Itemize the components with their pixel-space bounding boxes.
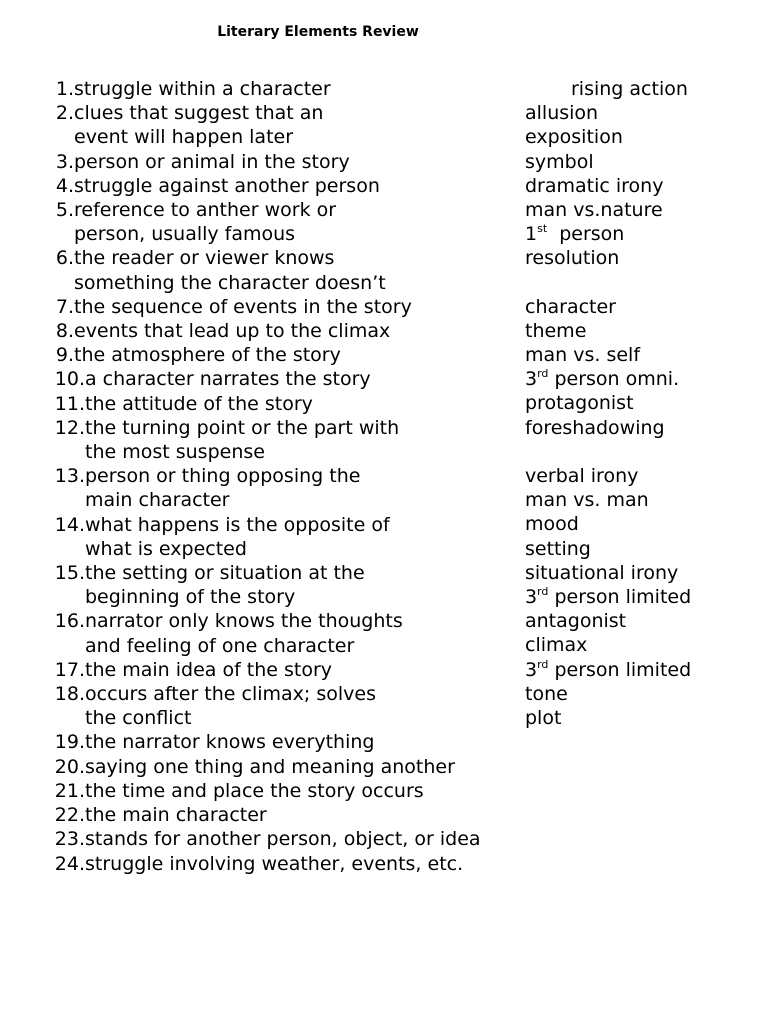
term-superscript: st [537, 222, 548, 236]
term-item [525, 101, 760, 125]
item-text: struggle against another person [74, 174, 380, 197]
term-item [525, 246, 760, 270]
item-text: the narrator knows everything [85, 731, 375, 754]
item-text: the main character [85, 804, 267, 827]
item-number: 2. [55, 102, 74, 125]
item-text: stands for another person, object, or idea [85, 828, 481, 851]
item-number: 14. [54, 513, 85, 536]
definition-item [40, 513, 530, 561]
term-item [525, 488, 760, 512]
item-text: the atmosphere of the story [74, 344, 341, 367]
item-number: 3. [55, 150, 74, 173]
item-text: the sequence of events in the story [74, 295, 412, 318]
item-text: narrator only knows the thoughts and feeling of one character [85, 610, 403, 657]
definition-item [40, 609, 530, 657]
item-number: 13. [54, 465, 85, 488]
term-item [525, 464, 760, 488]
page-title: Literary Elements Review [217, 24, 419, 40]
term-text: 1 [525, 223, 538, 246]
definition-item [40, 77, 530, 101]
term-item [525, 319, 760, 343]
item-number: 6. [55, 247, 74, 270]
term-text: symbol [525, 150, 594, 173]
term-text: theme [525, 319, 587, 342]
term-text: man vs. self [525, 344, 641, 367]
term-item [525, 537, 760, 561]
term-text: foreshadowing [525, 416, 665, 439]
item-number: 15. [54, 562, 85, 585]
term-text: man vs.nature [525, 198, 663, 221]
term-text: situational irony [525, 561, 679, 584]
definition-item [40, 246, 530, 294]
definition-item [40, 779, 530, 803]
term-item [525, 512, 760, 536]
item-number: 16. [54, 610, 85, 633]
definition-item [40, 343, 530, 367]
definition-item [40, 852, 530, 876]
item-text: the time and place the story occurs [85, 779, 424, 802]
item-number: 1. [55, 78, 74, 100]
definition-item [40, 803, 530, 827]
item-number: 20. [54, 755, 85, 778]
item-number: 18. [54, 683, 85, 706]
term-item [525, 367, 760, 391]
item-number: 24. [54, 852, 85, 875]
item-text: person or thing opposing the main character [85, 465, 361, 512]
term-item [525, 150, 760, 174]
definition-item [40, 392, 530, 416]
item-number: 17. [54, 658, 85, 681]
term-text: protagonist [525, 392, 634, 415]
definition-item [40, 658, 530, 682]
term-item [525, 561, 760, 585]
term-text: mood [525, 513, 579, 536]
item-number: 7. [55, 295, 74, 318]
definition-item [40, 101, 530, 149]
definition-item [40, 755, 530, 779]
definition-item [40, 682, 530, 730]
item-number: 4. [55, 174, 74, 197]
item-text: events that lead up to the climax [74, 320, 391, 343]
term-item [525, 198, 760, 222]
definition-item [40, 319, 530, 343]
item-text: the main idea of the story [85, 658, 333, 681]
term-suffix: person limited [548, 658, 692, 681]
definition-item [40, 150, 530, 174]
item-text: a character narrates the story [85, 368, 371, 391]
term-suffix: person [547, 223, 625, 246]
definition-item [40, 367, 530, 391]
terms-list [525, 77, 760, 730]
term-item [525, 174, 760, 198]
term-text: resolution [525, 247, 620, 270]
term-suffix: person omni. [548, 368, 680, 391]
term-item [525, 343, 760, 367]
item-number: 21. [54, 779, 85, 802]
term-superscript: rd [537, 367, 549, 381]
term-text: 3 [525, 585, 538, 608]
definition-item [40, 198, 530, 246]
term-superscript: rd [537, 657, 549, 671]
item-number: 8. [55, 320, 74, 343]
term-suffix: person limited [548, 585, 692, 608]
definition-item [40, 827, 530, 851]
definition-item [40, 295, 530, 319]
item-text: what happens is the opposite of what is expected [85, 513, 390, 560]
term-item [525, 391, 760, 415]
term-text: setting [525, 537, 591, 560]
term-item [525, 633, 760, 657]
definitions-list [40, 77, 530, 876]
definition-item [40, 416, 530, 464]
term-item [525, 658, 760, 682]
item-text: the attitude of the story [85, 392, 313, 415]
item-number: 5. [55, 199, 74, 222]
term-text: tone [525, 682, 568, 705]
item-number: 22. [54, 804, 85, 827]
term-item [525, 682, 760, 706]
term-item [525, 416, 760, 440]
term-text: exposition [525, 126, 623, 149]
term-text: verbal irony [525, 465, 639, 487]
term-item [525, 706, 760, 730]
term-text: dramatic irony [525, 174, 664, 197]
term-text: rising action [571, 78, 688, 100]
item-number: 12. [54, 416, 85, 439]
term-text: antagonist [525, 610, 627, 633]
term-text: allusion [525, 102, 599, 125]
term-text: plot [525, 706, 562, 729]
item-text: struggle within a character [74, 78, 331, 100]
term-text: 3 [525, 368, 538, 391]
term-text: man vs. man [525, 489, 649, 512]
item-text: the setting or situation at the beginning of the story [85, 562, 365, 609]
term-superscript: rd [537, 584, 549, 598]
definition-item [40, 561, 530, 609]
term-item [525, 77, 760, 101]
item-text: occurs after the climax; solves the conflict [85, 683, 376, 730]
item-number: 10. [54, 368, 85, 391]
item-text: person or animal in the story [74, 150, 350, 173]
item-number: 11. [54, 392, 85, 415]
definition-item [40, 174, 530, 198]
definition-item [40, 730, 530, 754]
term-text: 3 [525, 658, 538, 681]
term-text: climax [525, 634, 588, 657]
item-number: 23. [54, 828, 85, 851]
item-text: saying one thing and meaning another [85, 755, 455, 778]
term-item [525, 125, 760, 149]
term-item [525, 609, 760, 633]
item-number: 9. [55, 344, 74, 367]
definition-item [40, 464, 530, 512]
item-text: reference to anther work or person, usually famous [74, 199, 337, 246]
item-text: the reader or viewer knows something the character doesn’t [74, 247, 386, 294]
item-text: the turning point or the part with the most suspense [85, 416, 400, 464]
term-text: character [525, 295, 616, 318]
item-text: struggle involving weather, events, etc. [85, 852, 464, 875]
item-number: 19. [54, 731, 85, 754]
item-text: clues that suggest that an event will happen later [74, 102, 324, 149]
term-item [525, 295, 760, 319]
term-item [525, 585, 760, 609]
term-item [525, 222, 760, 246]
